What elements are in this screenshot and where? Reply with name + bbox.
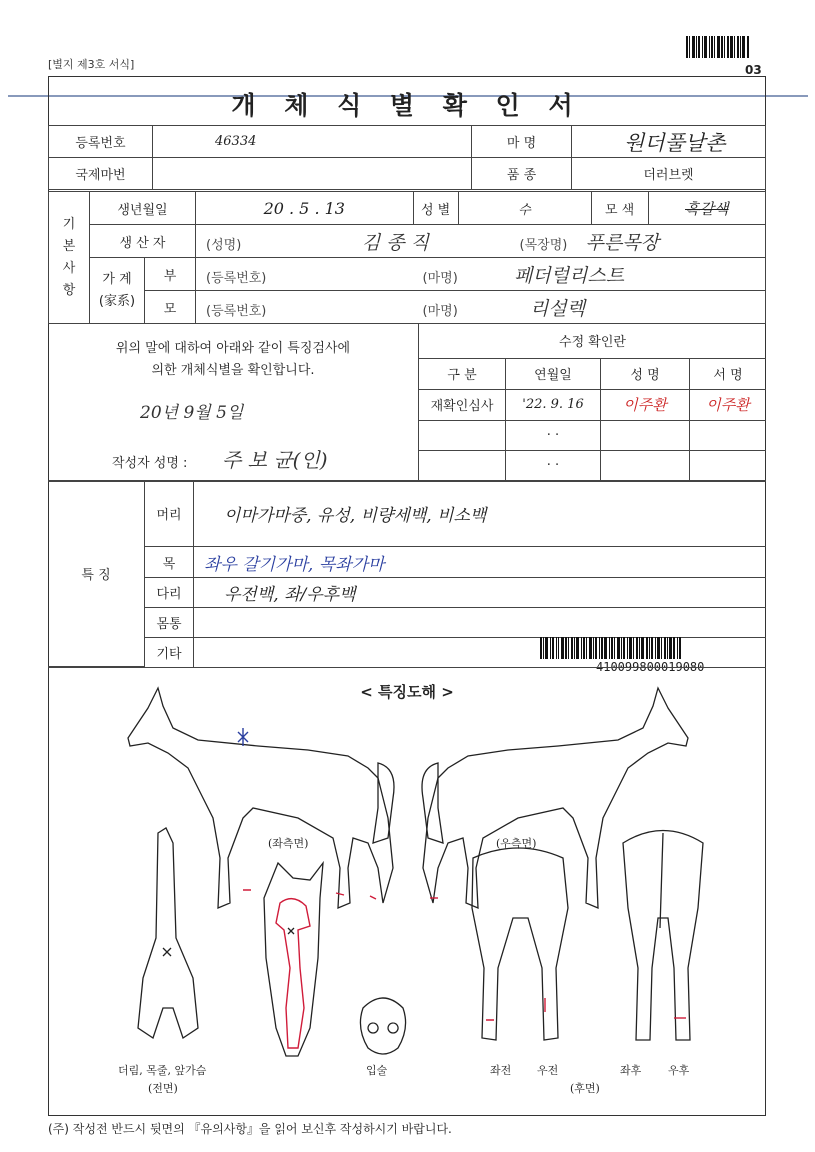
caption-front-right: 우전 bbox=[537, 1064, 559, 1077]
caption-rear-sub: (후면) bbox=[570, 1082, 600, 1095]
caption-right-side: (우측면) bbox=[496, 837, 537, 850]
revision-row bbox=[419, 450, 767, 480]
revision-category: 재확인심사 bbox=[419, 389, 506, 420]
farm-label: (목장명) bbox=[519, 237, 568, 253]
basic-info-table bbox=[48, 191, 766, 324]
sire-reg-label: (등록번호) bbox=[206, 270, 267, 286]
dam-reg-label: (등록번호) bbox=[206, 303, 267, 319]
horse-name-label: 마 명 bbox=[472, 126, 572, 158]
reg-no-label: 등록번호 bbox=[49, 126, 153, 158]
caption-hind-right: 우후 bbox=[668, 1064, 690, 1077]
revision-name bbox=[601, 450, 690, 480]
horse-right-side bbox=[422, 688, 688, 908]
document-title: 개 체 식 별 확 인 서 bbox=[231, 91, 583, 120]
sire-row bbox=[196, 258, 766, 291]
revision-name bbox=[601, 420, 690, 450]
horse-diagram bbox=[48, 668, 766, 1108]
features-barcode bbox=[540, 637, 738, 659]
body-value bbox=[194, 608, 767, 637]
neck-value: 좌우 갈기가마, 목좌가마 bbox=[194, 546, 767, 577]
sire-label: 부 bbox=[145, 258, 196, 291]
dam-name-value: 리설렉 bbox=[529, 297, 585, 320]
caption-front: 더림, 목줄, 앞가슴 bbox=[118, 1064, 207, 1077]
page-number: 03 bbox=[745, 63, 762, 77]
birth-value: 20 . 5 . 13 bbox=[196, 192, 414, 225]
sex-label: 성 별 bbox=[413, 192, 458, 225]
revision-sign: 이주환 bbox=[690, 389, 767, 420]
color-value: 흑갈색 bbox=[648, 192, 765, 225]
revision-category bbox=[419, 450, 506, 480]
horse-front-legs-view bbox=[472, 848, 568, 1040]
diagram-title: < 특징도해 > bbox=[360, 683, 454, 701]
confirm-text: 위의 말에 대하여 아래와 같이 특징검사에 의한 개체식별을 확인합니다. bbox=[115, 341, 351, 378]
caption-left-side: (좌측면) bbox=[268, 837, 309, 850]
horse-front-view bbox=[138, 828, 198, 1038]
producer-label: 생 산 자 bbox=[90, 225, 196, 258]
horse-left-side bbox=[128, 688, 394, 908]
top-barcode bbox=[686, 36, 762, 58]
producer-name-label: (성명) bbox=[206, 237, 242, 253]
features-section-label: 특 징 bbox=[48, 481, 145, 667]
footnote: (주) 작성전 반드시 뒷면의 『유의사항』을 읽어 보신후 작성하시기 바랍니다. bbox=[48, 1122, 452, 1136]
revision-table bbox=[418, 323, 766, 480]
head-label: 머리 bbox=[145, 481, 194, 547]
revision-category bbox=[419, 420, 506, 450]
producer-name-value: 김 종 직 bbox=[361, 231, 429, 254]
breed-label: 품 종 bbox=[472, 158, 572, 190]
farm-value: 푸른목장 bbox=[585, 231, 659, 254]
legs-value: 우전백, 좌/우후백 bbox=[194, 578, 767, 608]
author-sign: 주 보 균(인) bbox=[222, 448, 328, 472]
dam-label: 모 bbox=[145, 291, 196, 324]
horse-rear-view bbox=[623, 831, 703, 1041]
revision-row bbox=[419, 420, 767, 450]
features-barcode-number: 410099800019080 bbox=[596, 660, 705, 674]
revision-col-category: 구 분 bbox=[419, 358, 506, 389]
revision-sign bbox=[690, 450, 767, 480]
producer-row bbox=[196, 225, 766, 258]
body-label: 몸통 bbox=[145, 608, 194, 637]
form-label: [별지 제3호 서식] bbox=[48, 58, 135, 71]
caption-hind-left: 좌후 bbox=[620, 1064, 642, 1077]
legs-label: 다리 bbox=[145, 578, 194, 608]
revision-row bbox=[419, 389, 767, 420]
top-info-table bbox=[48, 125, 766, 190]
intl-no-value bbox=[153, 158, 472, 190]
revision-title: 수정 확인란 bbox=[419, 323, 767, 358]
horse-name-value: 원더풀날촌 bbox=[572, 126, 766, 158]
horse-muzzle-view bbox=[360, 998, 405, 1054]
confirm-date: 20년 9월 5일 bbox=[140, 403, 244, 423]
revision-date: · · bbox=[506, 420, 601, 450]
caption-front-sub: (전면) bbox=[148, 1082, 178, 1095]
horse-head-view bbox=[264, 863, 323, 1056]
revision-name: 이주환 bbox=[601, 389, 690, 420]
other-label: 기타 bbox=[145, 637, 194, 666]
author-label: 작성자 성명 : bbox=[112, 456, 188, 471]
revision-col-name: 성 명 bbox=[601, 358, 690, 389]
intl-no-label: 국제마번 bbox=[49, 158, 153, 190]
sex-value: 수 bbox=[458, 192, 591, 225]
revision-col-date: 연월일 bbox=[506, 358, 601, 389]
caption-muzzle: 입술 bbox=[366, 1064, 388, 1077]
pedigree-label: 가 계 (家系) bbox=[90, 258, 145, 324]
dam-name-label: (마명) bbox=[422, 303, 458, 319]
sire-name-value: 페더럴리스트 bbox=[513, 264, 625, 287]
revision-col-sign: 서 명 bbox=[690, 358, 767, 389]
dam-row bbox=[196, 291, 766, 324]
birth-label: 생년월일 bbox=[90, 192, 196, 225]
caption-front-left: 좌전 bbox=[490, 1064, 512, 1077]
sire-name-label: (마명) bbox=[422, 270, 458, 286]
neck-label: 목 bbox=[145, 546, 194, 577]
revision-date: · · bbox=[506, 450, 601, 480]
basic-section-label: 기 본 사 항 bbox=[49, 192, 90, 324]
reg-no-value: 46334 bbox=[153, 126, 472, 158]
color-label: 모 색 bbox=[591, 192, 648, 225]
breed-value: 더러브렛 bbox=[572, 158, 766, 190]
revision-date: '22. 9. 16 bbox=[506, 389, 601, 420]
revision-sign bbox=[690, 420, 767, 450]
head-value: 이마가마중, 유성, 비량세백, 비소백 bbox=[194, 481, 767, 547]
